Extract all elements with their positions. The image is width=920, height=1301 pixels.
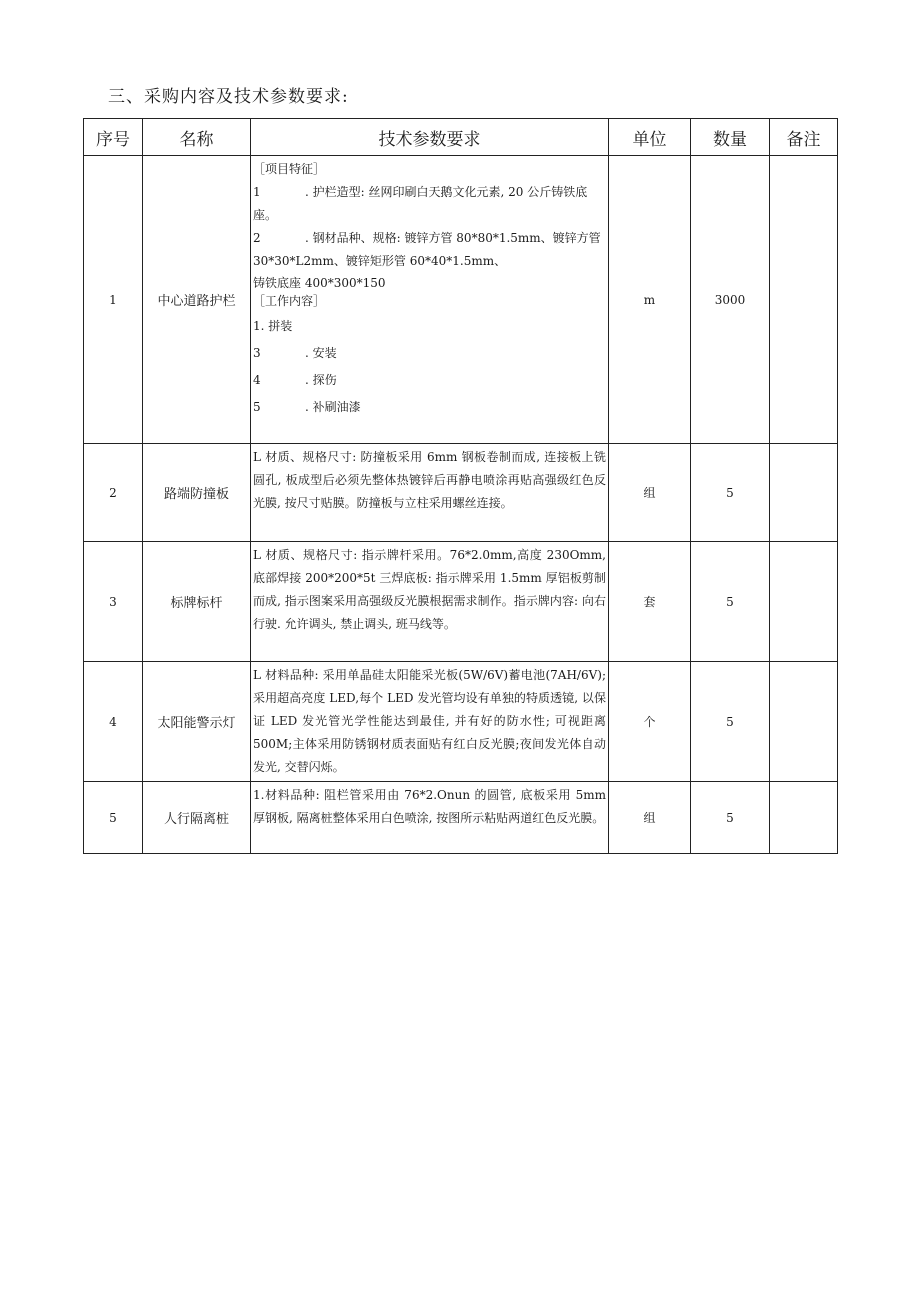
row-name: 路端防撞板 [143, 444, 251, 542]
row-index: 3 [84, 542, 143, 662]
row-name: 标牌标杆 [143, 542, 251, 662]
spec-item-continuation: 座。 [253, 208, 278, 222]
row-note [770, 444, 838, 542]
row-note [770, 542, 838, 662]
spec-item-text: . 补刷油漆 [305, 400, 361, 414]
table-row [84, 156, 838, 444]
spec-feature-header: ［项目特征］ [253, 162, 326, 176]
header-index: 序号 [84, 119, 143, 156]
row-note [770, 782, 838, 854]
spec-item-continuation: 30*30*L2mm、镀锌矩形管 60*40*1.5mm、 [253, 254, 507, 268]
row-spec [251, 782, 609, 854]
row-unit: 套 [609, 542, 691, 662]
spec-feature-item [253, 227, 606, 250]
row-name: 中心道路护栏 [143, 156, 251, 444]
row-qty: 5 [691, 542, 770, 662]
row-unit: 组 [609, 444, 691, 542]
spec-item-number: 1 [253, 185, 261, 199]
row-index: 4 [84, 662, 143, 782]
spec-feature-item [253, 181, 606, 204]
row-index: 2 [84, 444, 143, 542]
spec-text: L 材质、规格尺寸: 防撞板采用 6mm 钢板卷制而成, 连接板上铣圆孔, 板成型后必须先整体热镀锌后再静电喷涂再贴高强级红色反光膜, 按尺寸贴膜。防撞板与立柱采用螺丝连接。 [253, 450, 606, 510]
header-spec: 技术参数要求 [251, 119, 609, 156]
spec-item-text: . 探伤 [305, 373, 337, 387]
spec-item-number: 4 [253, 373, 261, 387]
spec-text: L 材质、规格尺寸: 指示牌杆采用。76*2.0mm,高度 230Omm, 底部焊接 200*200*5t 三焊底板: 指示牌采用 1.5mm 厚铝板剪制而成, 指示图案采用高强级反光膜根据需求制作。指示牌内容: 向右行驶. 允许调头, 禁止调头, 班马线等。 [253, 548, 606, 631]
row-note [770, 662, 838, 782]
row-qty: 3000 [691, 156, 770, 444]
row-unit: m [609, 156, 691, 444]
spec-item-continuation: 铸铁底座 400*300*150 [253, 276, 386, 290]
row-qty: 5 [691, 662, 770, 782]
header-qty: 数量 [691, 119, 770, 156]
spec-work-item [253, 367, 606, 394]
spec-item-number: 2 [253, 231, 261, 245]
header-note: 备注 [770, 119, 838, 156]
spec-text: L 材料品种: 采用单晶硅太阳能采光板(5W/6V)蓄电池(7AH/6V); 采用超高亮度 LED,每个 LED 发光管均设有单独的特质透镜, 以保证 LED 发光管光学性能达到最佳, 并有好的防水性; 可视距离 500M;主体采用防锈钢材质表面贴有红白反光膜;夜间发光体自动发光, 交替闪烁。 [253, 668, 606, 774]
spec-table [83, 118, 838, 854]
spec-work-item [253, 340, 606, 367]
spec-work-item: 1. 拼装 [253, 319, 293, 333]
row-index: 1 [84, 156, 143, 444]
header-unit: 单位 [609, 119, 691, 156]
spec-work-header: ［工作内容］ [253, 294, 326, 308]
row-name: 太阳能警示灯 [143, 662, 251, 782]
spec-item-text: . 安装 [305, 346, 337, 360]
spec-item-text: . 钢材品种、规格: 镀锌方管 80*80*1.5mm、镀锌方管 [305, 231, 601, 245]
table-row [84, 662, 838, 782]
row-unit: 组 [609, 782, 691, 854]
row-note [770, 156, 838, 444]
table-row [84, 444, 838, 542]
row-spec [251, 662, 609, 782]
row-spec [251, 444, 609, 542]
row-index: 5 [84, 782, 143, 854]
spec-item-number: 5 [253, 400, 261, 414]
row-qty: 5 [691, 444, 770, 542]
spec-work-item [253, 394, 606, 421]
row-spec [251, 156, 609, 444]
table-row [84, 782, 838, 854]
row-spec [251, 542, 609, 662]
section-title: 三、采购内容及技术参数要求: [108, 87, 349, 107]
spec-item-number: 3 [253, 346, 261, 360]
row-unit: 个 [609, 662, 691, 782]
spec-text: 1.材料品种: 阻栏管采用由 76*2.Onun 的圆管, 底板采用 5mm 厚钢板, 隔离桩整体采用白色喷涂, 按图所示粘贴两道红色反光膜。 [253, 788, 606, 825]
header-name: 名称 [143, 119, 251, 156]
spec-item-text: . 护栏造型: 丝网印刷白天鹅文化元素, 20 公斤铸铁底 [305, 185, 588, 199]
table-header-row [84, 119, 838, 156]
row-name: 人行隔离桩 [143, 782, 251, 854]
table-row [84, 542, 838, 662]
row-qty: 5 [691, 782, 770, 854]
